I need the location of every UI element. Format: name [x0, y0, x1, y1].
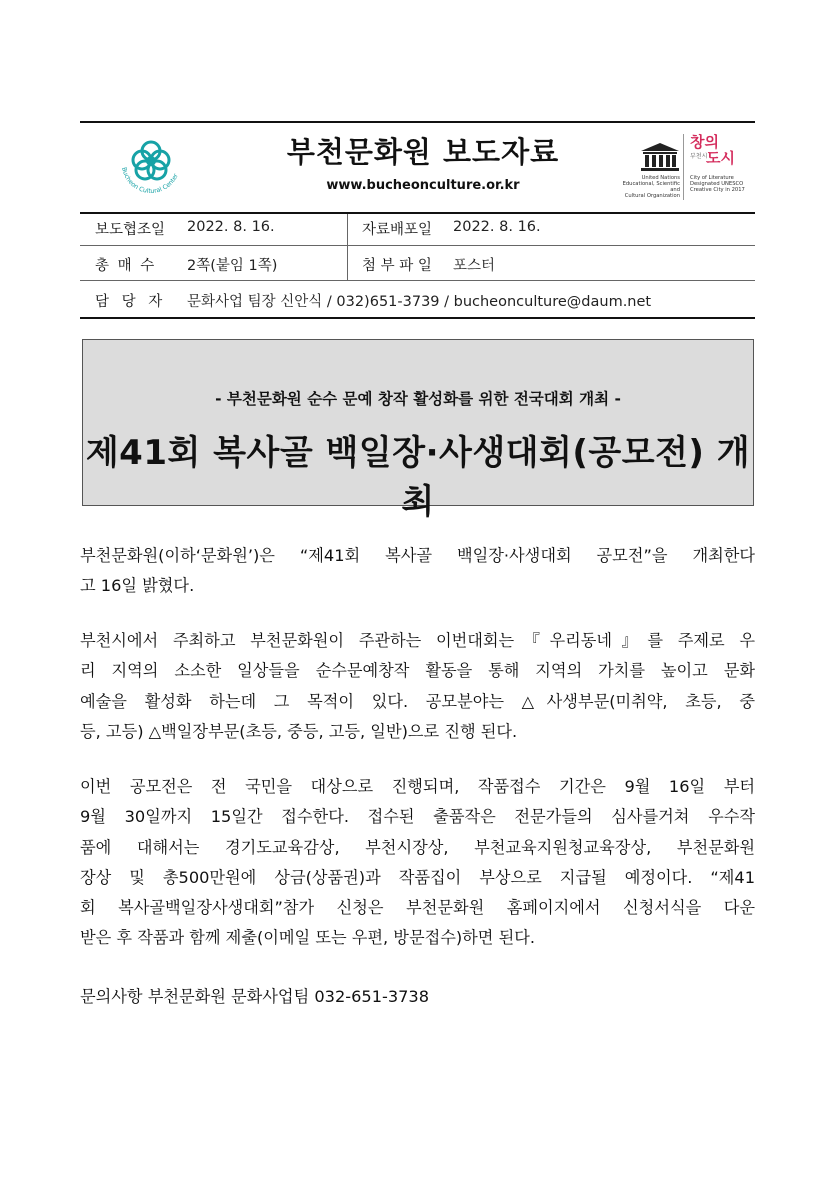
bucheon-cultural-center-logo [108, 130, 194, 200]
unesco-creative-city-badge [618, 134, 758, 204]
paragraph-line: 부천문화원(이하‘문화원’)은 “제41회 복사골 백일장·사생대회 공모전”을 개최한다 [80, 546, 755, 565]
paragraph-line: 장상 및 총500만원에 상금(상품권)과 작품집이 부상으로 지급될 예정이다. “제41 [80, 867, 755, 887]
attachment-label: 첨 부 파 일 [362, 258, 432, 274]
paragraph-line: 회 복사골백일장사생대회”참가 신청은 부천문화원 홈페이지에서 신청서식을 다운 [80, 898, 755, 918]
report-date-value: 2022. 8. 16. [187, 219, 275, 235]
release-date-value: 2022. 8. 16. [453, 219, 541, 235]
unesco-org-line-2: Educational, Scientific and [622, 181, 680, 193]
contact-paragraph [80, 982, 755, 1012]
paragraph-2 [80, 626, 755, 747]
pages-value: 2쪽(붙임 1쪽) [187, 258, 278, 274]
creative-city-sub: 부천시 [690, 153, 708, 160]
contact-line: 문의사항 부천문화원 문화사업팀 032-651-3738 [80, 987, 430, 1006]
contact-label: 담 당 자 [95, 294, 167, 310]
unesco-org-line-1: United Nations [641, 175, 680, 181]
release-date-label: 자료배포일 [362, 222, 433, 238]
creative-city-title-1: 창의 [690, 133, 719, 151]
top-rule [80, 121, 755, 123]
paragraph-line: 품에 대해서는 경기도교육감상, 부천시장상, 부천교육지원청교육장상, 부천문화원 [80, 837, 755, 857]
creative-city-line-3: Creative City in 2017 [690, 187, 745, 193]
paragraph-line: 9월 30일까지 15일간 접수한다. 접수된 출품작은 전문가들의 심사를거쳐 우수작 [80, 807, 755, 827]
logo-text: Bucheon Cultural Center [120, 166, 180, 196]
creative-city-title-2: 도시 [706, 149, 735, 167]
paragraph-3 [80, 772, 755, 954]
headline-title: 제41회 복사골 백일장·사생대회(공모전) 개최 [85, 433, 751, 522]
paragraph-line: 부천시에서 주최하고 부천문화원이 주관하는 이번대회는『우리동네』를 주제로 우 [80, 631, 755, 650]
headline-subtitle: - 부천문화원 순수 문예 창작 활성화를 위한 전국대회 개최 - [215, 390, 621, 408]
svg-text:Bucheon Cultural Center [120, 167, 180, 195]
website-url[interactable]: www.bucheonculture.or.kr [326, 178, 520, 193]
paragraph-1 [80, 541, 755, 602]
attachment-value: 포스터 [453, 258, 496, 274]
pages-label: 총 매 수 [95, 258, 157, 274]
page-title: 부천문화원 보도자료 [286, 135, 560, 169]
creative-city-line-2: Designated UNESCO [690, 181, 744, 187]
creative-city-line-1: City of Literature [690, 175, 734, 181]
paragraph-line: 고 16일 밝혔다. [80, 576, 195, 596]
paragraph-line: 예술을 활성화 하는데 그 목적이 있다. 공모분야는 △사생부문(미취약, 초등, 중 [80, 691, 755, 711]
contact-value: 문화사업 팀장 신안식 / 032)651-3739 / bucheonculture@daum.net [187, 294, 652, 310]
paragraph-line: 이번 공모전은 전 국민을 대상으로 진행되며, 작품접수 기간은 9월 16일 부터 [80, 777, 755, 796]
press-info-table [80, 212, 755, 319]
unesco-temple-icon [640, 142, 680, 172]
paragraph-line: 받은 후 작품과 함께 제출(이메일 또는 우편, 방문접수)하면 된다. [80, 928, 536, 948]
unesco-divider [683, 134, 684, 200]
headline-box [82, 339, 754, 522]
paragraph-line: 등, 고등) △백일장부문(초등, 중등, 고등, 일반)으로 진행 된다. [80, 721, 518, 741]
report-date-label: 보도협조일 [95, 222, 166, 238]
unesco-org-line-3: Cultural Organization [624, 193, 680, 199]
paragraph-line: 리 지역의 소소한 일상들을 순수문예창작 활동을 통해 지역의 가치를 높이고 문화 [80, 661, 755, 681]
